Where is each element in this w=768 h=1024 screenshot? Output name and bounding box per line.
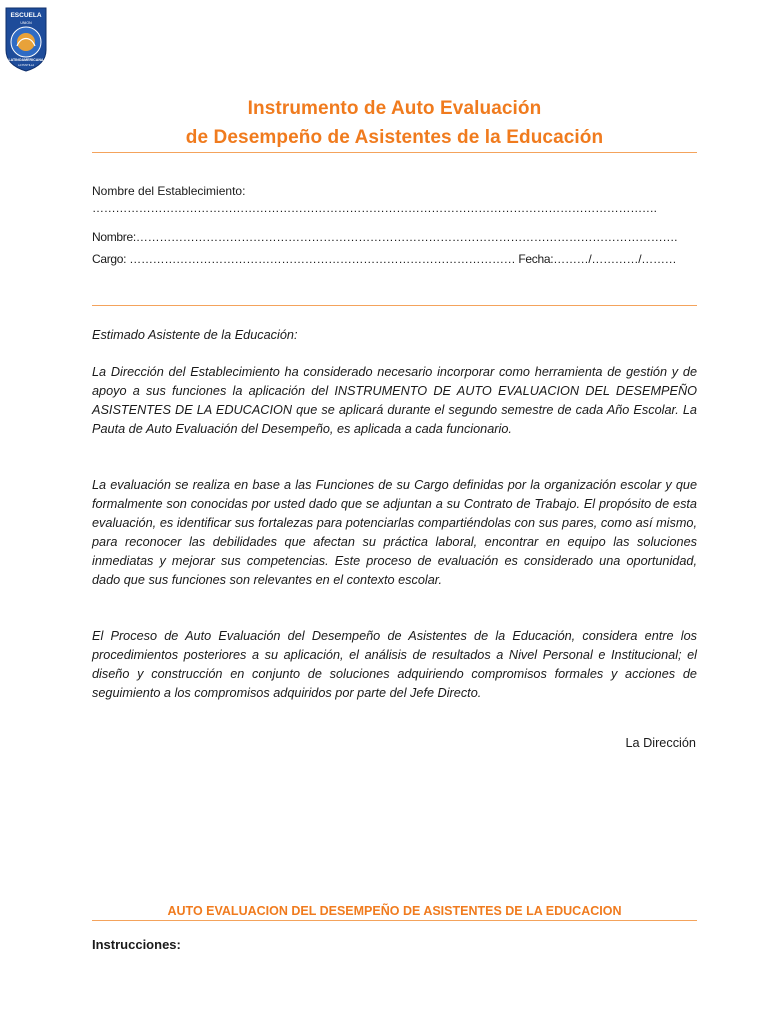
section-divider [92,920,697,921]
document-title-line2: de Desempeño de Asistentes de la Educación [185,127,604,148]
letter-salutation: Estimado Asistente de la Educación: [92,328,298,342]
letter-paragraph-2: La evaluación se realiza en base a las Funciones de su Cargo definidas por la organización escolar y que formalmente son conocidas por usted dado que se adjuntan a su Contrato de Trabajo. El propósito de esta evaluación, es identificar sus fortalezas para potenciarlas compartiéndolas con sus pares, como así mismo, para reconocer las debilidades que afectan su práctica laboral, encontrar en equipo las soluciones inmediatas y mejorar sus competencias. Este proceso de evaluación es considerado una oportunidad, dado que sus funciones son relevantes en el contexto escolar. [92,478,697,587]
logo-top-text: ESCUELA [10,12,42,19]
logo-bottom-text: LATINOAMERICANA [8,58,44,62]
instructions-heading: Instrucciones: [92,937,181,952]
letter-paragraph-3: El Proceso de Auto Evaluación del Desempeño de Asistentes de la Educación, considera entre los procedimientos posteriores a su aplicación, el análisis de resultados a Nivel Personal e Institucional; el diseño y construcción en conjunto de soluciones adquiriendo compromisos formales y acciones de seguimiento a los compromisos adquiridos por parte del Jefe Directo. [92,629,697,700]
letter-paragraph-1: La Dirección del Establecimiento ha considerado necesario incorporar como herramienta de gestión y de apoyo a sus funciones la aplicación del INSTRUMENTO DE AUTO EVALUACION DEL DESEMPEÑO ASISTENTES DE LA EDUCACION que se aplicará durante el segundo semestre de cada Año Escolar. La Pauta de Auto Evaluación del Desempeño, es aplicada a cada funcionario. [92,365,697,436]
title-divider [92,152,697,153]
establecimiento-field[interactable]: ………………………………………………………………………………………………………………………………. [92,201,657,215]
document-title-line1: Instrumento de Auto Evaluación [247,98,542,119]
letter-signature: La Dirección [625,736,696,750]
nombre-field[interactable]: Nombre:…………………………………………………………………………………………………………………………. [92,230,678,244]
section-title: AUTO EVALUACION DEL DESEMPEÑO DE ASISTENTES DE LA EDUCACION [167,904,622,918]
form-divider [92,305,697,306]
logo-small-text: LA PUNTILLA [17,64,35,67]
logo-mid-text: UNION [20,21,32,25]
establecimiento-label: Nombre del Establecimiento: [92,184,246,198]
cargo-fecha-field[interactable]: Cargo: ……………………………………………………………………………………… Fecha:………/…………/……… [92,252,677,266]
school-logo [3,6,49,72]
